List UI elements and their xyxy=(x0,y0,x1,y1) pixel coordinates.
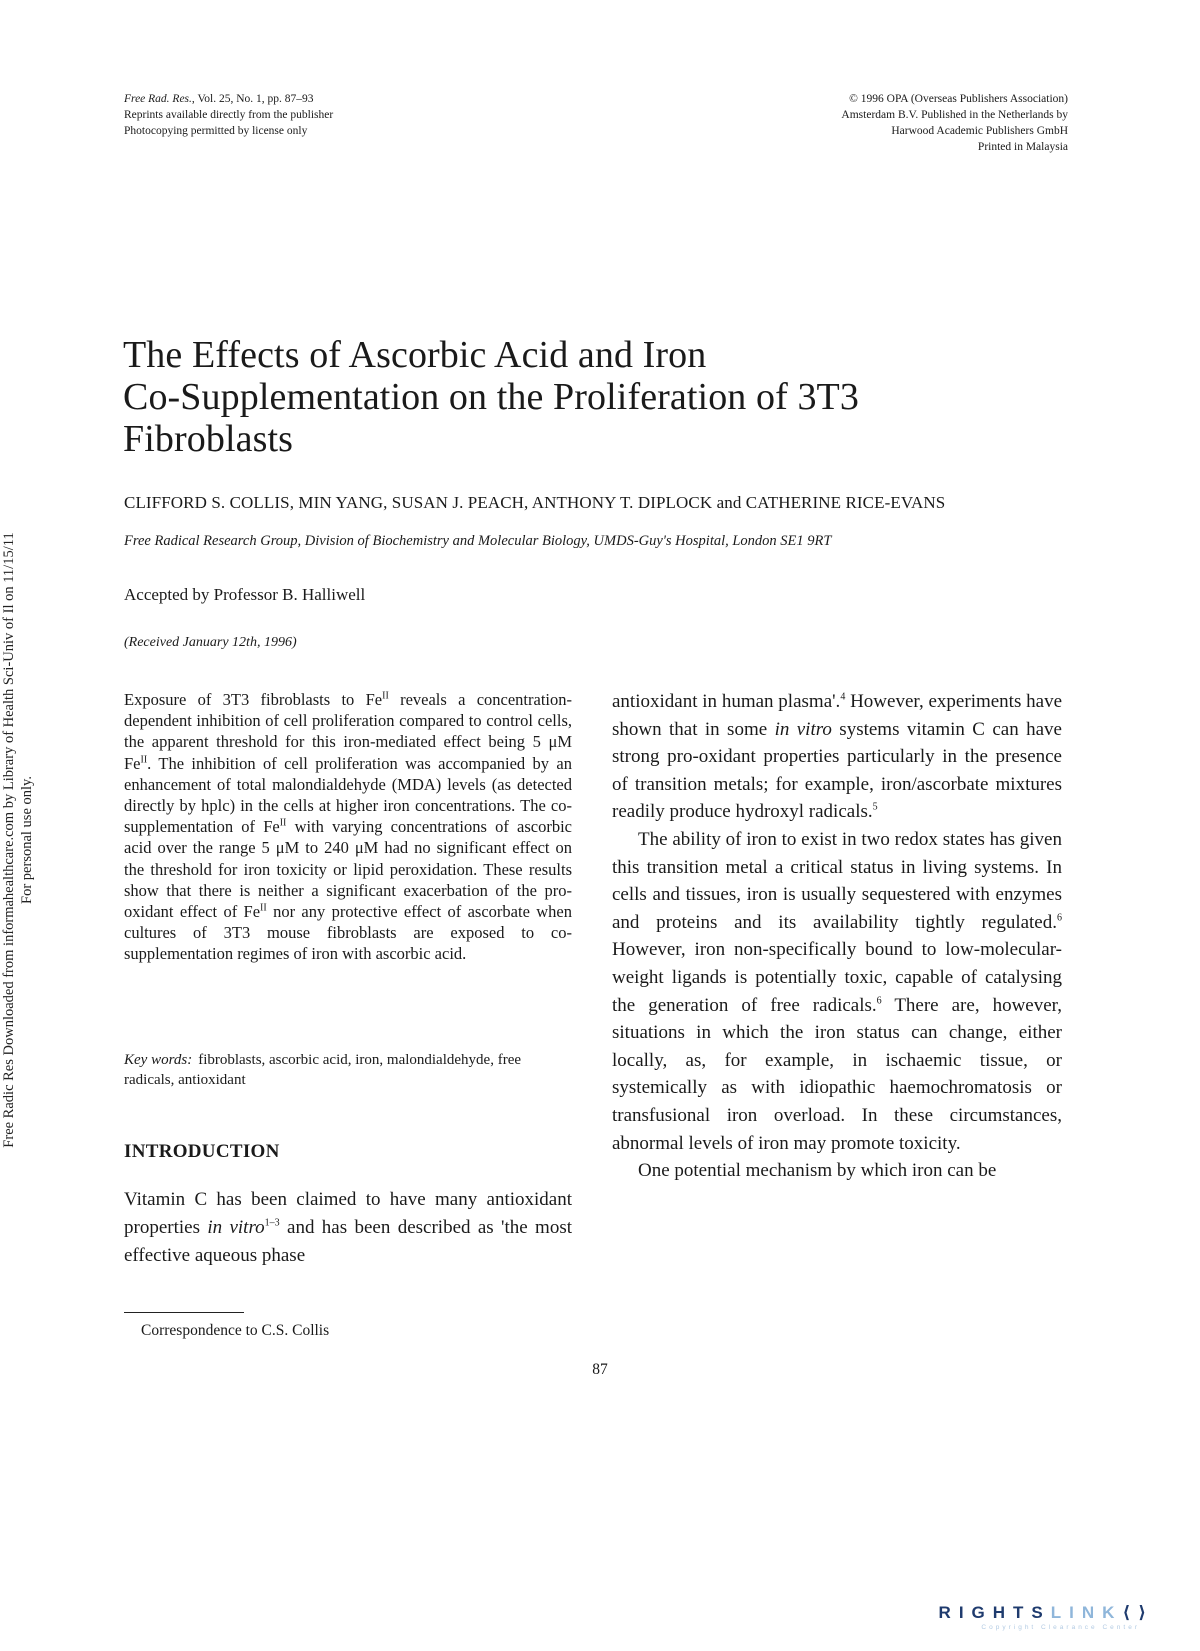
journal-citation xyxy=(124,91,333,107)
keywords-text: fibroblasts, ascorbic acid, iron, malondialdehyde, free radicals, antioxidant xyxy=(124,1052,522,1088)
author-list: CLIFFORD S. COLLIS, MIN YANG, SUSAN J. PEACH, ANTHONY T. DIPLOCK and CATHERINE RICE-EVANS xyxy=(124,493,946,512)
photocopy-note: Photocopying permitted by license only xyxy=(124,125,308,137)
section-heading-introduction: INTRODUCTION xyxy=(124,1141,280,1162)
body-text: The ability of iron to exist in two redox states has given this transition metal a critical status in living systems. In cells and tissues, iron is usually sequestered with enzymes and proteins and its availability tightly regulated. xyxy=(612,828,1062,933)
title-line: Co-Supplementation on the Proliferation of 3T3 xyxy=(123,376,859,418)
abstract-text: nor any protective effect of ascorbate when cultures of 3T3 mouse fibroblasts are exposed to co-supplementation regimes of iron with ascorbic acid. xyxy=(124,902,573,964)
superscript: II xyxy=(382,690,389,702)
logo-text: RIGHTS xyxy=(938,1603,1051,1622)
paragraph xyxy=(612,688,1062,826)
journal-header xyxy=(124,91,333,139)
logo-text: LINK xyxy=(1050,1603,1123,1622)
paragraph xyxy=(612,826,1062,1157)
body-text: Vitamin C has been claimed to have many antioxidant properties xyxy=(124,1189,572,1238)
italic-text: in vitro xyxy=(207,1217,265,1238)
rightslink-wordmark xyxy=(939,1603,1154,1623)
accepted-by: Accepted by Professor B. Halliwell xyxy=(124,585,366,604)
publisher-header xyxy=(841,91,1068,155)
body-text: systems vitamin C can have strong pro-oxidant properties particularly in the presence of transition metals; for example, iron/ascorbate mixtures readily produce hydroxyl radicals. xyxy=(612,718,1062,823)
body-text: There are, however, situations in which the iron status can change, either locally, as, for example, in ischaemic tissue, or systemically as with idiopathic haemochromatosis or transfusional iron overload. In these circumstances, abnormal levels of iron may promote toxicity. xyxy=(612,994,1062,1154)
keywords xyxy=(124,1050,572,1090)
citation-superscript: 1–3 xyxy=(264,1217,280,1229)
margin-note-line: For personal use only. xyxy=(19,776,35,904)
copyright-line: © 1996 OPA (Overseas Publishers Association) xyxy=(849,93,1068,105)
footnote-rule xyxy=(124,1312,244,1313)
affiliation: Free Radical Research Group, Division of Biochemistry and Molecular Biology, UMDS-Guy's Hospital, London SE1 9RT xyxy=(124,533,832,549)
abstract-text: with varying concentrations of ascorbic acid over the range 5 μM to 240 μM had no significant effect on the threshold for iron toxicity or lipid peroxidation. These results show that there is neither a significant exacerbation of the pro-oxidant effect of Fe xyxy=(124,817,572,922)
journal-volume: , Vol. 25, No. 1, pp. 87–93 xyxy=(191,93,314,105)
paragraph xyxy=(612,1157,1062,1185)
body-text: However, iron non-specifically bound to low-molecular-weight ligands is potentially toxic, capable of catalysing the generation of free radicals. xyxy=(612,939,1062,1016)
received-date: (Received January 12th, 1996) xyxy=(124,635,297,650)
printed-line: Printed in Malaysia xyxy=(977,141,1068,153)
title-line: Fibroblasts xyxy=(123,418,294,460)
citation-superscript: 6 xyxy=(876,995,882,1007)
body-text: antioxidant in human plasma'. xyxy=(612,691,841,712)
abstract xyxy=(124,689,572,965)
abstract-text: Exposure of 3T3 fibroblasts to Fe xyxy=(124,690,383,709)
body-text: However, experiments have shown that in some xyxy=(612,691,1062,740)
page-number: 87 xyxy=(592,1361,608,1378)
superscript: II xyxy=(260,902,267,914)
publisher-name: Harwood Academic Publishers GmbH xyxy=(891,125,1068,137)
correspondence-footnote: Correspondence to C.S. Collis xyxy=(141,1322,330,1339)
abstract-text: . The inhibition of cell proliferation was accompanied by an enhancement of total malondialdehyde (MDA) levels (as detected directly by hplc) in the cells at higher iron concentrations. The co-supplementation of Fe xyxy=(124,753,572,837)
margin-note-line: Free Radic Res Downloaded from informahealthcare.com by Library of Health Sci-Univ of Il on 11/15/11 xyxy=(1,532,17,1148)
citation-superscript: 6 xyxy=(1057,912,1062,924)
superscript: II xyxy=(140,754,148,766)
title-line: The Effects of Ascorbic Acid and Iron xyxy=(123,334,707,376)
superscript: II xyxy=(279,817,287,829)
italic-text: in vitro xyxy=(774,718,832,740)
right-column xyxy=(612,688,1062,1185)
keywords-label: Key words: xyxy=(124,1052,193,1068)
abstract-text: reveals a concentration-dependent inhibition of cell proliferation compared to control cells, the apparent threshold for this iron-mediated effect being 5 μM Fe xyxy=(124,690,572,773)
logo-subtitle: Copyright Clearance Center xyxy=(981,1624,1140,1631)
publisher-line: Amsterdam B.V. Published in the Netherlands by xyxy=(841,109,1068,121)
rightslink-logo[interactable] xyxy=(938,1603,1154,1637)
article-title xyxy=(123,334,1023,460)
body-text: One potential mechanism by which iron can be xyxy=(638,1160,997,1182)
body-text: and has been described as 'the most effective aqueous phase xyxy=(124,1217,572,1266)
introduction-text xyxy=(124,1186,572,1270)
reprints-note: Reprints available directly from the publisher xyxy=(124,109,334,121)
download-margin-note xyxy=(0,490,36,1190)
citation-superscript: 5 xyxy=(872,802,878,814)
citation-superscript: 4 xyxy=(840,691,846,703)
rightslink-symbol-icon: ⟨⟩ xyxy=(1122,1603,1154,1622)
journal-name: Free Rad. Res. xyxy=(124,93,192,105)
